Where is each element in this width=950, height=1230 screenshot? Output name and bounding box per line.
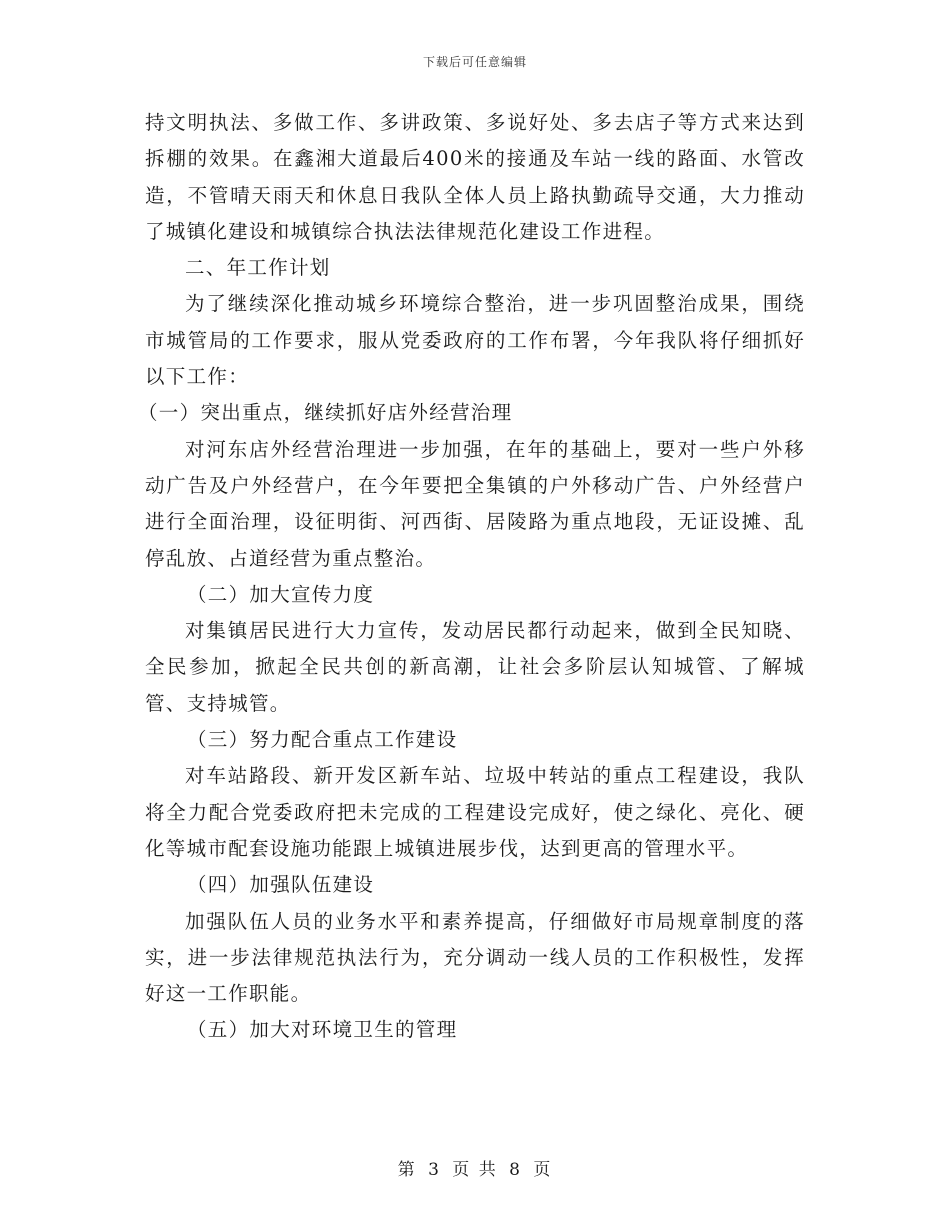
paragraph-3: 对车站路段、新开发区新车站、垃圾中转站的重点工程建设，我队将全力配合党委政府把未完成的工程建设完成好，使之绿化、亮化、硬化等城市配套设施功能跟上城镇进展步伐，达到更高的管理水平。 [145,764,805,860]
subheading-1: （一）突出重点，继续抓好店外经营治理 [138,401,513,425]
subheading-5: （五）加大对环境卫生的管理 [187,1018,458,1042]
footer-middle: 页 共 [452,1160,498,1180]
footer-current-page: 3 [428,1160,441,1180]
paragraph-4: 加强队伍人员的业务水平和素养提高，仔细做好市局规章制度的落实，进一步法律规范执法行为，充分调动一线人员的工作积极性，发挥好这一工作职能。 [145,909,805,1006]
paragraph-continuation: 持文明执法、多做工作、多讲政策、多说好处、多去店子等方式来达到拆棚的效果。在鑫湘大道最后400米的接通及车站一线的路面、水管改造，不管晴天雨天和休息日我队全体人员上路执勤疏导交通，大力推动了城镇化建设和城镇综合执法法律规范化建设工作进程。 [145,111,805,243]
paragraph-1: 对河东店外经营治理进一步加强，在年的基础上，要对一些户外移动广告及户外经营户，在今年要把全集镇的户外移动广告、户外经营户进行全面治理，设征明街、河西街、居陵路为重点地段，无证设摊、乱停乱放、占道经营为重点整治。 [145,437,805,570]
footer-total-pages: 8 [509,1160,522,1180]
subheading-3: （三）努力配合重点工作建设 [187,728,458,752]
footer-suffix: 页 [533,1160,553,1180]
page-footer [0,1155,950,1180]
document-body [138,105,805,1049]
paragraph-plan-intro: 为了继续深化推动城乡环境综合整治，进一步巩固整治成果，围绕市城管局的工作要求，服从党委政府的工作布署，今年我队将仔细抓好以下工作： [145,292,805,389]
footer-prefix: 第 [397,1160,417,1180]
subheading-2: （二）加大宣传力度 [187,582,375,606]
subheading-4: （四）加强队伍建设 [187,873,375,897]
paragraph-2: 对集镇居民进行大力宣传，发动居民都行动起来，做到全民知晓、全民参加，掀起全民共创的新高潮，让社会多阶层认知城管、了解城管、支持城管。 [145,619,805,715]
section-heading-work-plan: 二、年工作计划 [185,256,331,280]
page-header-note: 下载后可任意编辑 [422,55,527,69]
